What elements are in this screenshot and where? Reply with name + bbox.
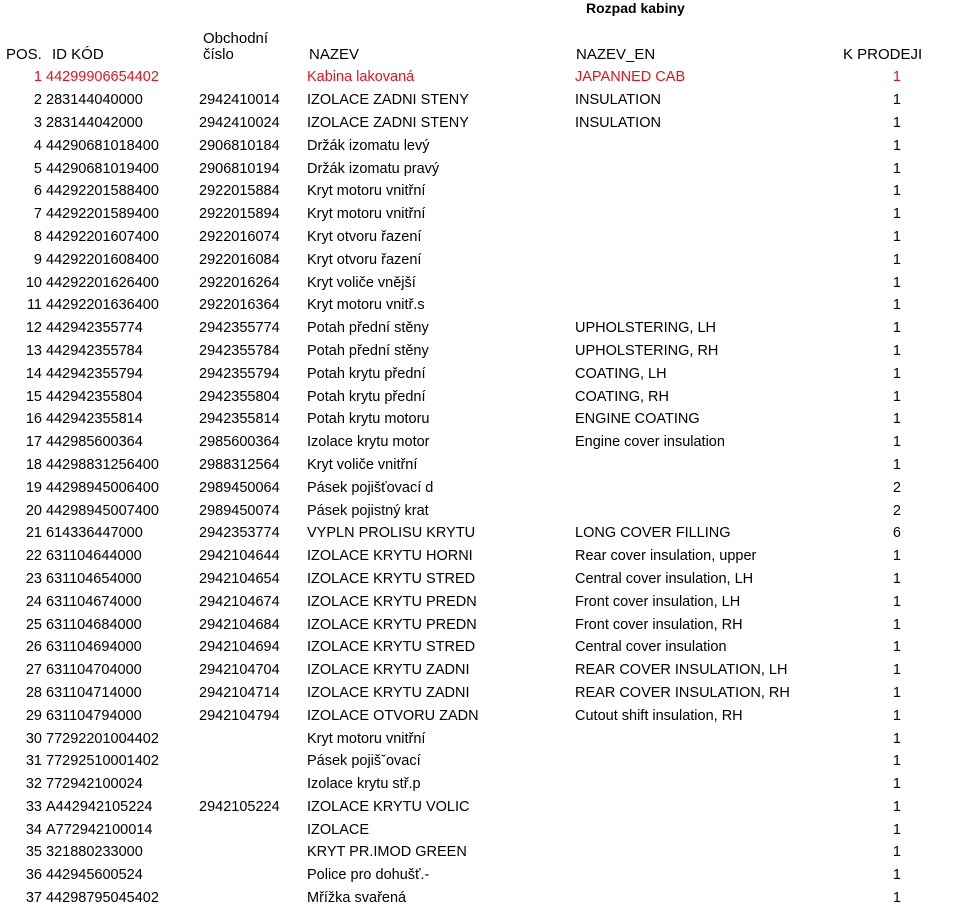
cell-nazev: IZOLACE KRYTU ZADNI [307, 662, 470, 679]
table-row [0, 545, 959, 568]
cell-id-kod: 321880233000 [46, 844, 143, 861]
cell-k-prodeji: 1 [892, 867, 901, 884]
table-row [0, 636, 959, 659]
table-row [0, 727, 959, 750]
cell-nazev-en [575, 864, 844, 887]
cell-obchodni-cislo: 2942104654 [199, 570, 280, 587]
cell-pos: 10 [25, 274, 42, 291]
cell-nazev: Kryt otvoru řazení [307, 251, 422, 268]
cell-pos: 8 [33, 228, 42, 245]
cell-nazev: Pásek pojistný krat [307, 502, 429, 519]
table-row [0, 818, 959, 841]
cell-id-kod: A772942100014 [46, 821, 153, 838]
table-row [0, 476, 959, 499]
cell-obchodni-cislo [199, 864, 307, 887]
cell-nazev: Kryt voliče vnější [307, 274, 416, 291]
cell-nazev-en: UPHOLSTERING, RH [575, 342, 719, 359]
cell-k-prodeji: 1 [892, 251, 901, 268]
cell-pos: 32 [25, 776, 42, 793]
cell-pos: 34 [25, 821, 42, 838]
table-row [0, 773, 959, 796]
cell-nazev-en [575, 248, 844, 271]
cell-pos: 11 [26, 297, 42, 314]
cell-obchodni-cislo: 2942104694 [199, 639, 280, 656]
cell-nazev: Izolace krytu motor [307, 434, 430, 451]
cell-nazev: VYPLN PROLISU KRYTU [307, 525, 476, 542]
cell-nazev: Potah přední stěny [307, 342, 429, 359]
cell-id-kod: 44292201608400 [46, 251, 159, 268]
table-row [0, 613, 959, 636]
cell-pos: 33 [25, 798, 42, 815]
cell-obchodni-cislo: 2922016364 [199, 297, 280, 314]
cell-nazev: IZOLACE ZADNI STENY [307, 92, 469, 109]
cell-nazev-en [575, 796, 844, 819]
cell-nazev: Kryt otvoru řazení [307, 228, 422, 245]
cell-pos: 20 [25, 502, 42, 519]
cell-k-prodeji: 1 [892, 548, 901, 565]
table-row [0, 180, 959, 203]
cell-k-prodeji: 1 [892, 183, 901, 200]
table-row [0, 134, 959, 157]
cell-obchodni-cislo: 2942104674 [199, 593, 280, 610]
header-obchodni-line1: Obchodní [203, 30, 269, 47]
cell-nazev-en [575, 294, 844, 317]
cell-nazev: IZOLACE KRYTU VOLIC [307, 798, 470, 815]
table-row [0, 841, 959, 864]
cell-k-prodeji: 1 [892, 411, 901, 428]
cell-obchodni-cislo [199, 727, 307, 750]
cell-nazev: Kryt motoru vnitřní [307, 206, 426, 223]
cell-nazev: Police pro dohušť.- [307, 867, 430, 884]
table-row [0, 203, 959, 226]
cell-id-kod: 442945600524 [46, 867, 143, 884]
cell-id-kod: 44290681018400 [46, 137, 159, 154]
cell-obchodni-cislo: 2942104644 [199, 548, 280, 565]
cell-id-kod: 44292201636400 [46, 297, 159, 314]
cell-id-kod: 614336447000 [46, 525, 143, 542]
cell-nazev-en: ENGINE COATING [575, 411, 700, 428]
table-row [0, 431, 959, 454]
cell-pos: 25 [25, 616, 42, 633]
table-row [0, 248, 959, 271]
cell-nazev-en [575, 454, 844, 477]
cell-id-kod: 442942355784 [46, 342, 143, 359]
header-k-prodeji: K PRODEJI [843, 46, 923, 63]
cell-obchodni-cislo: 2922016084 [199, 251, 280, 268]
table-row [0, 454, 959, 477]
cell-k-prodeji: 2 [892, 502, 901, 519]
cell-k-prodeji: 1 [892, 753, 901, 770]
cell-pos: 29 [25, 707, 42, 724]
cell-nazev: Kryt motoru vnitřní [307, 183, 426, 200]
cell-k-prodeji: 1 [892, 616, 901, 633]
table-row [0, 385, 959, 408]
cell-k-prodeji: 1 [892, 114, 901, 131]
cell-id-kod: 77292201004402 [46, 730, 159, 747]
cell-k-prodeji: 1 [892, 707, 901, 724]
cell-obchodni-cislo: 2942353774 [199, 525, 280, 542]
cell-obchodni-cislo: 2922015894 [199, 206, 280, 223]
cell-obchodni-cislo: 2942104684 [199, 616, 280, 633]
table-row [0, 89, 959, 112]
cell-pos: 7 [33, 206, 42, 223]
cell-id-kod: 44298945006400 [46, 479, 159, 496]
cell-nazev-en: LONG COVER FILLING [575, 525, 731, 542]
cell-k-prodeji: 1 [892, 456, 901, 473]
table-row [0, 864, 959, 887]
table-row [0, 568, 959, 591]
cell-obchodni-cislo: 2922016264 [199, 274, 280, 291]
cell-pos: 1 [33, 69, 42, 86]
cell-nazev-en: Front cover insulation, RH [575, 616, 743, 633]
cell-id-kod: A442942105224 [46, 798, 153, 815]
cell-obchodni-cislo: 2988312564 [199, 456, 280, 473]
table-row [0, 226, 959, 249]
cell-nazev-en [575, 271, 844, 294]
cell-nazev: Držák izomatu levý [307, 137, 430, 154]
cell-id-kod: 442942355814 [46, 411, 143, 428]
cell-nazev-en [575, 134, 844, 157]
cell-pos: 31 [25, 753, 42, 770]
cell-k-prodeji: 1 [892, 844, 901, 861]
cell-id-kod: 44292201589400 [46, 206, 159, 223]
table-row [0, 317, 959, 340]
cell-pos: 3 [33, 114, 42, 131]
cell-k-prodeji: 1 [892, 137, 901, 154]
cell-nazev: Mřížka svařená [307, 890, 407, 907]
cell-k-prodeji: 1 [892, 434, 901, 451]
header-nazev: NAZEV [309, 46, 360, 63]
cell-obchodni-cislo: 2942355784 [199, 342, 280, 359]
cell-pos: 36 [25, 867, 42, 884]
cell-obchodni-cislo: 2989450064 [199, 479, 280, 496]
cell-id-kod: 631104694000 [46, 639, 142, 656]
cell-id-kod: 44298945007400 [46, 502, 159, 519]
cell-nazev: IZOLACE OTVORU ZADN [307, 707, 479, 724]
header-pos: POS. [6, 46, 42, 63]
table-row [0, 157, 959, 180]
cell-obchodni-cislo: 2942355804 [199, 388, 280, 405]
cell-pos: 12 [25, 320, 42, 337]
table-row [0, 112, 959, 135]
cell-obchodni-cislo [199, 841, 307, 864]
cell-nazev-en [575, 499, 844, 522]
cell-id-kod: 283144040000 [46, 92, 143, 109]
cell-nazev-en [575, 750, 844, 773]
cell-nazev: Potah krytu přední [307, 388, 426, 405]
cell-obchodni-cislo: 2942104794 [199, 707, 280, 724]
header-id-kod: ID KÓD [52, 46, 104, 63]
cell-nazev: KRYT PR.IMOD GREEN [307, 844, 467, 861]
cell-pos: 5 [33, 160, 42, 177]
cell-nazev: IZOLACE KRYTU PREDN [307, 593, 477, 610]
cell-pos: 13 [25, 342, 42, 359]
table-row [0, 796, 959, 819]
cell-nazev: IZOLACE KRYTU HORNI [307, 548, 473, 565]
cell-nazev: Kryt motoru vnitř.s [307, 297, 425, 314]
cell-nazev-en [575, 476, 844, 499]
cell-nazev-en: JAPANNED CAB [575, 69, 686, 86]
cell-obchodni-cislo [199, 66, 307, 89]
cell-nazev: Kryt voliče vnitřní [307, 456, 418, 473]
cell-k-prodeji: 1 [892, 92, 901, 109]
cell-obchodni-cislo: 2906810194 [199, 160, 280, 177]
cell-nazev-en [575, 226, 844, 249]
cell-k-prodeji: 1 [892, 570, 901, 587]
cell-obchodni-cislo [199, 818, 307, 841]
cell-id-kod: 44292201588400 [46, 183, 159, 200]
cell-k-prodeji: 2 [892, 479, 901, 496]
cell-pos: 15 [25, 388, 42, 405]
cell-nazev: Držák izomatu pravý [307, 160, 440, 177]
table-row [0, 408, 959, 431]
cell-k-prodeji: 1 [892, 798, 901, 815]
cell-nazev-en [575, 818, 844, 841]
cell-obchodni-cislo: 2985600364 [199, 434, 280, 451]
cell-nazev-en [575, 727, 844, 750]
cell-pos: 19 [25, 479, 42, 496]
cell-k-prodeji: 1 [892, 684, 901, 701]
table-row [0, 294, 959, 317]
cell-pos: 17 [25, 434, 42, 451]
cell-k-prodeji: 1 [892, 365, 901, 382]
cell-pos: 18 [25, 456, 42, 473]
table-row [0, 271, 959, 294]
cell-nazev: Potah přední stěny [307, 320, 429, 337]
cell-nazev-en: Rear cover insulation, upper [575, 548, 757, 565]
cell-nazev-en: Central cover insulation [575, 639, 727, 656]
cell-id-kod: 631104794000 [46, 707, 142, 724]
cell-id-kod: 77292510001402 [46, 753, 159, 770]
table-row [0, 750, 959, 773]
cell-nazev: Kryt motoru vnitřní [307, 730, 426, 747]
cell-nazev-en: INSULATION [575, 114, 661, 131]
cell-nazev-en [575, 157, 844, 180]
cell-id-kod: 44292201626400 [46, 274, 159, 291]
cell-obchodni-cislo: 2942355794 [199, 365, 280, 382]
cell-pos: 21 [25, 525, 42, 542]
cell-k-prodeji: 1 [892, 890, 901, 907]
cell-nazev-en: COATING, RH [575, 388, 669, 405]
cell-nazev: IZOLACE ZADNI STENY [307, 114, 469, 131]
cell-id-kod: 44290681019400 [46, 160, 159, 177]
cell-nazev: Izolace krytu stř.p [307, 776, 421, 793]
cell-id-kod: 44298831256400 [46, 456, 159, 473]
cell-obchodni-cislo: 2942410014 [199, 92, 280, 109]
cell-id-kod: 44299906654402 [46, 69, 159, 86]
table-row [0, 340, 959, 363]
cell-nazev-en: Central cover insulation, LH [575, 570, 754, 587]
cell-pos: 35 [25, 844, 42, 861]
cell-pos: 30 [25, 730, 42, 747]
cell-obchodni-cislo: 2989450074 [199, 502, 280, 519]
cell-k-prodeji: 6 [892, 525, 901, 542]
cell-id-kod: 631104654000 [46, 570, 142, 587]
table-row [0, 590, 959, 613]
cell-k-prodeji: 1 [892, 342, 901, 359]
table-row [0, 659, 959, 682]
cell-nazev: IZOLACE KRYTU ZADNI [307, 684, 470, 701]
cell-k-prodeji: 1 [892, 297, 901, 314]
cell-obchodni-cislo: 2942104714 [199, 684, 280, 701]
cell-id-kod: 283144042000 [46, 114, 143, 131]
cell-nazev: Pásek pojišťovací d [307, 479, 434, 496]
cell-id-kod: 631104684000 [46, 616, 142, 633]
cell-obchodni-cislo: 2942105224 [199, 798, 280, 815]
cell-obchodni-cislo: 2906810184 [199, 137, 280, 154]
cell-id-kod: 631104704000 [46, 662, 142, 679]
cell-nazev-en: REAR COVER INSULATION, RH [575, 684, 790, 701]
cell-pos: 28 [25, 684, 42, 701]
table-row [0, 362, 959, 385]
cell-nazev: Pásek pojišˇovací [307, 753, 421, 770]
table-row [0, 704, 959, 727]
cell-pos: 22 [25, 548, 42, 565]
cell-obchodni-cislo: 2942104704 [199, 662, 280, 679]
cell-k-prodeji: 1 [892, 320, 901, 337]
cell-pos: 27 [25, 662, 42, 679]
cell-nazev: IZOLACE KRYTU PREDN [307, 616, 477, 633]
cell-pos: 23 [25, 570, 42, 587]
cell-id-kod: 631104674000 [46, 593, 142, 610]
cell-k-prodeji: 1 [892, 274, 901, 291]
cell-pos: 4 [33, 137, 42, 154]
parts-table [0, 66, 959, 909]
cell-pos: 37 [25, 890, 42, 907]
cell-k-prodeji: 1 [892, 160, 901, 177]
header-obchodni-line2: číslo [203, 46, 234, 63]
cell-k-prodeji: 1 [892, 821, 901, 838]
cell-id-kod: 44298795045402 [46, 890, 159, 907]
cell-k-prodeji: 1 [892, 593, 901, 610]
cell-obchodni-cislo: 2942355814 [199, 411, 280, 428]
cell-nazev: Potah krytu motoru [307, 411, 430, 428]
cell-obchodni-cislo [199, 773, 307, 796]
header-nazev-en: NAZEV_EN [576, 46, 656, 63]
table-row [0, 66, 959, 89]
cell-nazev-en [575, 203, 844, 226]
cell-k-prodeji: 1 [892, 228, 901, 245]
cell-k-prodeji: 1 [892, 639, 901, 656]
cell-nazev-en: Front cover insulation, LH [575, 593, 741, 610]
cell-k-prodeji: 1 [892, 662, 901, 679]
cell-pos: 2 [33, 92, 42, 109]
cell-nazev-en [575, 773, 844, 796]
cell-nazev-en: UPHOLSTERING, LH [575, 320, 716, 337]
cell-obchodni-cislo: 2922015884 [199, 183, 280, 200]
table-row [0, 682, 959, 705]
cell-id-kod: 442985600364 [46, 434, 143, 451]
cell-id-kod: 631104714000 [46, 684, 142, 701]
cell-pos: 16 [25, 411, 42, 428]
cell-nazev: Potah krytu přední [307, 365, 426, 382]
cell-k-prodeji: 1 [892, 776, 901, 793]
cell-pos: 24 [25, 593, 42, 610]
cell-id-kod: 442942355794 [46, 365, 143, 382]
cell-obchodni-cislo [199, 750, 307, 773]
cell-pos: 6 [33, 183, 42, 200]
cell-nazev-en: Cutout shift insulation, RH [575, 707, 743, 724]
cell-k-prodeji: 1 [892, 388, 901, 405]
cell-nazev-en [575, 180, 844, 203]
cell-id-kod: 772942100024 [46, 776, 143, 793]
cell-nazev: IZOLACE KRYTU STRED [307, 639, 476, 656]
cell-nazev-en: Engine cover insulation [575, 434, 725, 451]
cell-nazev-en: INSULATION [575, 92, 661, 109]
cell-nazev: IZOLACE KRYTU STRED [307, 570, 476, 587]
cell-pos: 26 [25, 639, 42, 656]
cell-obchodni-cislo: 2922016074 [199, 228, 280, 245]
cell-pos: 14 [25, 365, 42, 382]
table-row [0, 522, 959, 545]
cell-nazev-en [575, 841, 844, 864]
cell-nazev: Kabina lakovaná [307, 69, 415, 86]
cell-nazev-en: COATING, LH [575, 365, 667, 382]
cell-k-prodeji: 1 [892, 69, 901, 86]
cell-obchodni-cislo: 2942355774 [199, 320, 280, 337]
table-row [0, 499, 959, 522]
cell-k-prodeji: 1 [892, 730, 901, 747]
cell-nazev-en: REAR COVER INSULATION, LH [575, 662, 788, 679]
cell-id-kod: 44292201607400 [46, 228, 159, 245]
cell-id-kod: 631104644000 [46, 548, 142, 565]
cell-nazev: IZOLACE [307, 821, 370, 838]
cell-id-kod: 442942355774 [46, 320, 143, 337]
cell-obchodni-cislo: 2942410024 [199, 114, 280, 131]
cell-id-kod: 442942355804 [46, 388, 143, 405]
cell-k-prodeji: 1 [892, 206, 901, 223]
cell-pos: 9 [33, 251, 42, 268]
page-title: Rozpad kabiny [586, 0, 685, 16]
